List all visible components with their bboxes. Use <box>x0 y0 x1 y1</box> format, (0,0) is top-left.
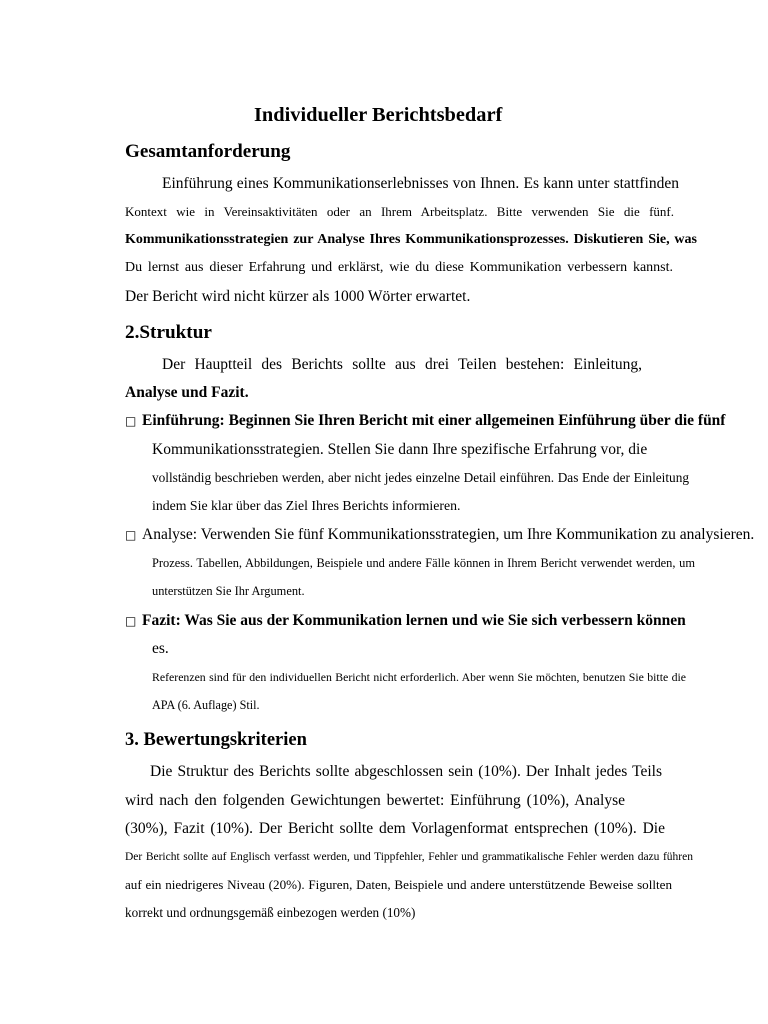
text-line: Kommunikationsstrategien zur Analyse Ihres Kommunikationsprozesses. Diskutieren Sie, was <box>125 232 697 247</box>
bullet-lead-text: Fazit: Was Sie aus der Kommunikation lernen und wie Sie sich verbessern können <box>142 612 686 629</box>
text-line: Prozess. Tabellen, Abbildungen, Beispiele und andere Fälle können in Ihrem Bericht verwendet werden, um <box>152 556 695 570</box>
bullet-box-icon: □ <box>125 614 137 628</box>
text-line: Der Hauptteil des Berichts sollte aus drei Teilen bestehen: Einleitung, <box>162 356 642 373</box>
bullet-line-analysis <box>125 525 757 545</box>
text-line: Kommunikationsstrategien. Stellen Sie dann Ihre spezifische Erfahrung vor, die <box>152 441 648 458</box>
text-line: APA (6. Auflage) Stil. <box>152 698 260 712</box>
section-heading-structure: 2.Struktur <box>125 322 212 343</box>
bullet-line-introduction <box>125 411 727 431</box>
text-line: Analyse und Fazit. <box>125 384 249 401</box>
text-line: Der Bericht wird nicht kürzer als 1000 Wörter erwartet. <box>125 288 471 305</box>
document-title: Individueller Berichtsbedarf <box>254 104 503 126</box>
text-line: Du lernst aus dieser Erfahrung und erklärst, wie du diese Kommunikation verbessern kannst. <box>125 260 673 275</box>
text-line: korrekt und ordnungsgemäß einbezogen werden (10%) <box>125 905 416 920</box>
bullet-box-icon: □ <box>125 414 137 428</box>
section-heading-overall: Gesamtanforderung <box>125 141 291 162</box>
text-line: es. <box>152 640 169 657</box>
text-line: (30%), Fazit (10%). Der Bericht sollte dem Vorlagenformat entsprechen (10%). Die <box>125 820 665 837</box>
bullet-line-conclusion <box>125 611 691 631</box>
text-line: auf ein niedrigeres Niveau (20%). Figuren, Daten, Beispiele und andere unterstützende Beweise sollten <box>125 877 672 892</box>
bullet-lead-text: Analyse: Verwenden Sie fünf Kommunikationsstrategien, um Ihre Kommunikation zu analysieren. <box>142 526 755 543</box>
text-line: Kontext wie in Vereinsaktivitäten oder an Ihrem Arbeitsplatz. Bitte verwenden Sie die fünf. <box>125 204 674 219</box>
text-line: Die Struktur des Berichts sollte abgeschlossen sein (10%). Der Inhalt jedes Teils <box>150 763 662 780</box>
text-line: indem Sie klar über das Ziel Ihres Berichts informieren. <box>152 498 461 513</box>
section-heading-criteria: 3. Bewertungskriterien <box>125 730 307 750</box>
text-line: unterstützen Sie Ihr Argument. <box>152 584 305 598</box>
bullet-box-icon: □ <box>125 528 137 542</box>
text-line: Referenzen sind für den individuellen Bericht nicht erforderlich. Aber wenn Sie möchten, benutzen Sie bitte die <box>152 670 686 684</box>
text-line: wird nach den folgenden Gewichtungen bewertet: Einführung (10%), Analyse <box>125 792 625 809</box>
text-line: Der Bericht sollte auf Englisch verfasst werden, und Tippfehler, Fehler und grammatikalische Fehler werden dazu führen <box>125 851 693 863</box>
text-line: Einführung eines Kommunikationserlebnisses von Ihnen. Es kann unter stattfinden <box>162 175 679 192</box>
bullet-lead-text: Einführung: Beginnen Sie Ihren Bericht mit einer allgemeinen Einführung über die fünf <box>142 412 726 429</box>
text-line: vollständig beschrieben werden, aber nicht jedes einzelne Detail einführen. Das Ende der Einleitung <box>152 470 689 485</box>
